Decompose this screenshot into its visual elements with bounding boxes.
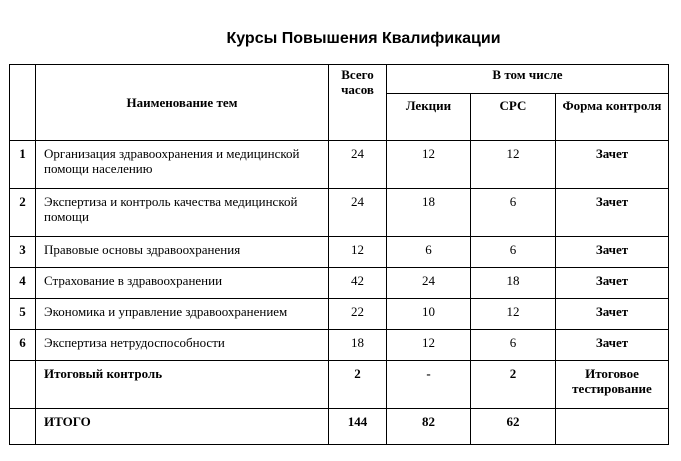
- row-topic: Организация здравоохранения и медицинской помощи населению: [36, 141, 329, 189]
- header-including: В том числе: [387, 65, 669, 94]
- header-row-1: [10, 65, 669, 94]
- row-total-hours: 22: [329, 299, 387, 330]
- row-topic: Правовые основы здравоохранения: [36, 237, 329, 268]
- grand-total-lectures: 82: [387, 409, 471, 445]
- final-control-label: Итоговый контроль: [36, 361, 329, 409]
- row-control-form: Зачет: [556, 189, 669, 237]
- row-lectures: 12: [387, 330, 471, 361]
- final-control-total: 2: [329, 361, 387, 409]
- row-srs: 12: [471, 141, 556, 189]
- courses-table: [9, 64, 669, 445]
- header-srs: СРС: [471, 94, 556, 141]
- table-row: [10, 330, 669, 361]
- row-topic: Экспертиза и контроль качества медицинской помощи: [36, 189, 329, 237]
- grand-total-row: [10, 409, 669, 445]
- row-total-hours: 18: [329, 330, 387, 361]
- row-lectures: 12: [387, 141, 471, 189]
- row-total-hours: 42: [329, 268, 387, 299]
- grand-total-form: [556, 409, 669, 445]
- row-srs: 6: [471, 330, 556, 361]
- row-srs: 12: [471, 299, 556, 330]
- final-control-row: [10, 361, 669, 409]
- grand-total-num: [10, 409, 36, 445]
- final-control-form: Итоговое тестирование: [556, 361, 669, 409]
- row-total-hours: 24: [329, 189, 387, 237]
- table-row: [10, 189, 669, 237]
- row-number: 3: [10, 237, 36, 268]
- row-number: 5: [10, 299, 36, 330]
- row-number: 2: [10, 189, 36, 237]
- row-lectures: 24: [387, 268, 471, 299]
- table-row: [10, 299, 669, 330]
- row-topic: Страхование в здравоохранении: [36, 268, 329, 299]
- row-number: 6: [10, 330, 36, 361]
- final-control-lectures: -: [387, 361, 471, 409]
- row-topic: Экономика и управление здравоохранением: [36, 299, 329, 330]
- grand-total-srs: 62: [471, 409, 556, 445]
- header-num: [10, 65, 36, 141]
- row-lectures: 10: [387, 299, 471, 330]
- grand-total-label: ИТОГО: [36, 409, 329, 445]
- table-row: [10, 268, 669, 299]
- row-lectures: 18: [387, 189, 471, 237]
- header-total-hours: Всего часов: [329, 65, 387, 141]
- row-srs: 18: [471, 268, 556, 299]
- row-total-hours: 24: [329, 141, 387, 189]
- grand-total-hours: 144: [329, 409, 387, 445]
- row-number: 4: [10, 268, 36, 299]
- row-number: 1: [10, 141, 36, 189]
- header-topic: Наименование тем: [36, 65, 329, 141]
- row-control-form: Зачет: [556, 141, 669, 189]
- document-title: Курсы Повышения Квалификации: [226, 30, 501, 47]
- header-control-form: Форма контроля: [556, 94, 669, 141]
- row-srs: 6: [471, 189, 556, 237]
- row-lectures: 6: [387, 237, 471, 268]
- table-row: [10, 141, 669, 189]
- header-lectures: Лекции: [387, 94, 471, 141]
- table-row: [10, 237, 669, 268]
- row-control-form: Зачет: [556, 330, 669, 361]
- row-control-form: Зачет: [556, 299, 669, 330]
- row-total-hours: 12: [329, 237, 387, 268]
- row-control-form: Зачет: [556, 237, 669, 268]
- row-srs: 6: [471, 237, 556, 268]
- row-topic: Экспертиза нетрудоспособности: [36, 330, 329, 361]
- final-control-num: [10, 361, 36, 409]
- final-control-srs: 2: [471, 361, 556, 409]
- row-control-form: Зачет: [556, 268, 669, 299]
